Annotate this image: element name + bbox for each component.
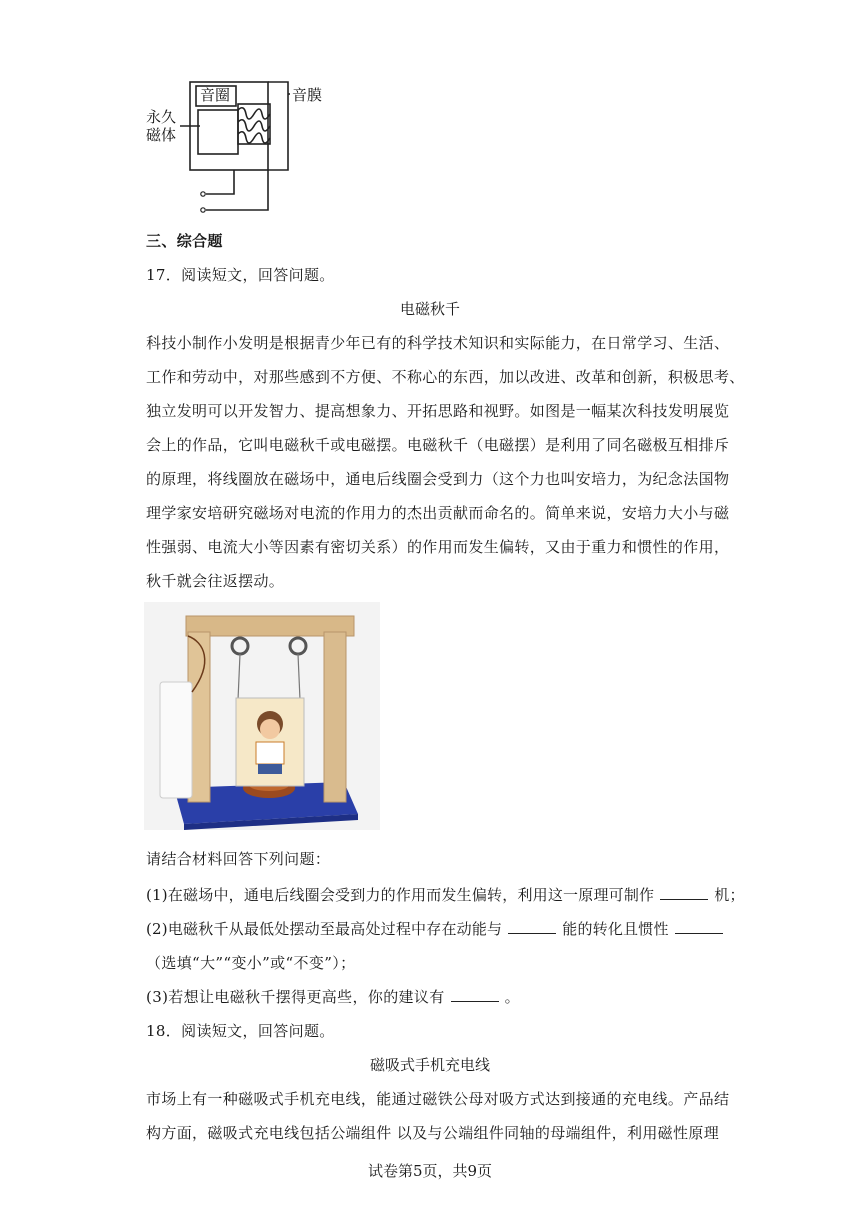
paragraph-line: 性强弱、电流大小等因素有密切关系）的作用而发生偏转，又由于重力和惯性的作用， — [146, 538, 730, 556]
paragraph-line: 会上的作品，它叫电磁秋千或电磁摆。电磁秋千（电磁摆）是利用了同名磁极互相排斥 — [146, 436, 730, 454]
q17-intro: 17．阅读短文，回答问题。 — [146, 266, 335, 284]
q18-intro: 18．阅读短文，回答问题。 — [146, 1022, 335, 1040]
q2-text-before: (2)电磁秋千从最低处摆动至最高处过程中存在动能与 — [146, 920, 503, 938]
q18-title: 磁吸式手机充电线 — [369, 1056, 490, 1074]
answer-blank-3[interactable] — [675, 919, 723, 934]
speaker-diagram — [140, 70, 340, 220]
q2-text-line2: （选填“大”“变小”或“不变”）； — [146, 954, 356, 972]
coil-label: 音圈 — [200, 86, 231, 104]
q17-subquestion-3 — [146, 986, 520, 1007]
magnet-label-line2: 磁体 — [146, 126, 177, 144]
q2-text-mid: 能的转化且惯性 — [562, 920, 669, 938]
section-heading: 三、综合题 — [146, 232, 223, 250]
diaphragm-label: 音膜 — [292, 86, 323, 104]
paragraph-line: 秋千就会往返摆动。 — [146, 572, 285, 590]
q3-text-after: 。 — [504, 988, 520, 1006]
paragraph-line: 构方面，磁吸式充电线包括公端组件 以及与公端组件同轴的母端组件，利用磁性原理 — [146, 1124, 720, 1142]
paragraph-line: 的原理，将线圈放在磁场中，通电后线圈会受到力（这个力也叫安培力，为纪念法国物 — [146, 470, 730, 488]
q17-title: 电磁秋千 — [399, 300, 460, 318]
q17-subquestion-2 — [146, 918, 729, 939]
q1-text-after: 机； — [714, 886, 745, 904]
q17-subquestion-1 — [146, 884, 745, 905]
paragraph-line: 科技小制作小发明是根据青少年已有的科学技术知识和实际能力，在日常学习、生活、 — [146, 334, 730, 352]
paragraph-line: 理学家安培研究磁场对电流的作用力的杰出贡献而命名的。简单来说，安培力大小与磁 — [146, 504, 730, 522]
paragraph-line: 市场上有一种磁吸式手机充电线，能通过磁铁公母对吸方式达到接通的充电线。产品结 — [146, 1090, 730, 1108]
electromagnetic-swing-photo — [144, 602, 380, 830]
q1-text-before: (1)在磁场中，通电后线圈会受到力的作用而发生偏转，利用这一原理可制作 — [146, 886, 655, 904]
answer-blank-2[interactable] — [508, 919, 556, 934]
q3-text-before: (3)若想让电磁秋千摆得更高些，你的建议有 — [146, 988, 445, 1006]
paragraph-line: 工作和劳动中，对那些感到不方便、不称心的东西，加以改进、改革和创新，积极思考、 — [146, 368, 745, 386]
paragraph-line: 独立发明可以开发智力、提高想象力、开拓思路和视野。如图是一幅某次科技发明展览 — [146, 402, 730, 420]
page-footer: 试卷第5页，共9页 — [367, 1162, 493, 1180]
answer-blank-1[interactable] — [660, 885, 708, 900]
answer-blank-4[interactable] — [451, 987, 499, 1002]
q17-prompt: 请结合材料回答下列问题： — [146, 850, 331, 868]
magnet-label-line1: 永久 — [146, 108, 177, 126]
